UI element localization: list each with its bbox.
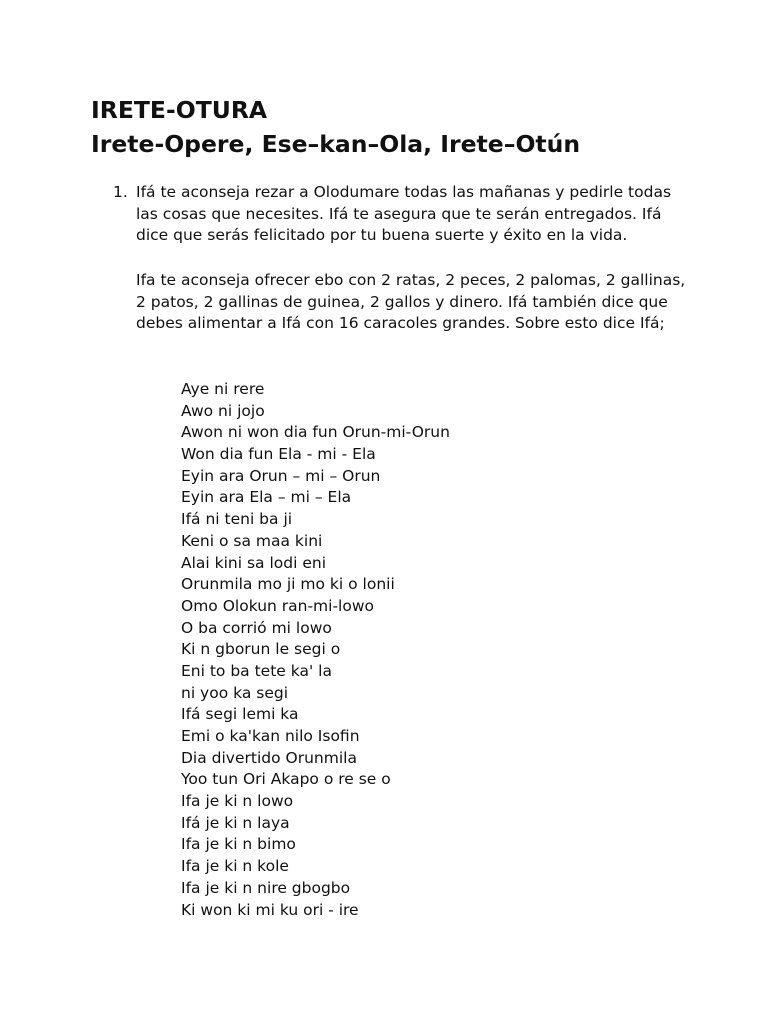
document-subtitle: Irete-Opere, Ese–kan–Ola, Irete–Otún <box>91 130 581 158</box>
verse-line: Ifa je ki n kole <box>181 857 289 876</box>
verse-line: Awon ni won dia fun Orun-mi-Orun <box>181 423 450 442</box>
verse-line: Ki n gborun le segi o <box>181 640 341 659</box>
verse-line: Keni o sa maa kini <box>181 531 323 550</box>
verse-line: Emi o ka'kan nilo Isofin <box>181 727 360 745</box>
paragraph-advice: Ifá te aconseja rezar a Olodumare todas las mañanas y pedirle todas las cosas que necesites. Ifá te asegura que te serán entregados. Ifá dice que serás felicitado por tu buena suerte y éxito en la vida. <box>136 183 672 245</box>
verse-line: Dia divertido Orunmila <box>181 748 357 767</box>
verse-line: Aye ni rere <box>181 380 265 398</box>
verse-line: Won dia fun Ela - mi - Ela <box>181 445 376 464</box>
document-title: IRETE-OTURA <box>91 96 268 124</box>
verse-line: Ifa je ki n bimo <box>181 835 296 854</box>
verse-line: Ifá je ki n laya <box>181 813 290 832</box>
verse-line: Omo Olokun ran-mi-lowo <box>181 596 375 615</box>
verse-block <box>181 379 450 921</box>
verse-line: Eni to ba tete ka' la <box>181 661 332 680</box>
verse-line: Ki won ki mi ku ori - ire <box>181 900 359 919</box>
verse-line: Awo ni jojo <box>181 401 265 420</box>
verse-line: Eyin ara Ela – mi – Ela <box>181 488 352 507</box>
paragraph-offering: Ifa te aconseja ofrecer ebo con 2 ratas, 2 peces, 2 palomas, 2 gallinas, 2 patos, 2 gallinas de guinea, 2 gallos y dinero. Ifá también dice que debes alimentar a Ifá con 16 caracoles grandes. Sobre esto dice Ifá; <box>136 271 686 333</box>
verse-line: Alai kini sa lodi eni <box>181 553 327 572</box>
verse-line: O ba corrió mi lowo <box>181 618 332 637</box>
verse-line: Orunmila mo ji mo ki o lonii <box>181 575 395 594</box>
verse-line: Ifa je ki n lowo <box>181 792 294 811</box>
verse-line: Ifá ni teni ba ji <box>181 510 293 529</box>
list-item-number: 1. <box>113 183 128 201</box>
verse-line: Eyin ara Orun – mi – Orun <box>181 466 381 485</box>
verse-line: Ifa je ki n nire gbogbo <box>181 878 351 897</box>
verse-line: Ifá segi lemi ka <box>181 705 299 724</box>
verse-line: Yoo tun Ori Akapo o re se o <box>181 770 391 789</box>
verse-line: ni yoo ka segi <box>181 683 289 702</box>
